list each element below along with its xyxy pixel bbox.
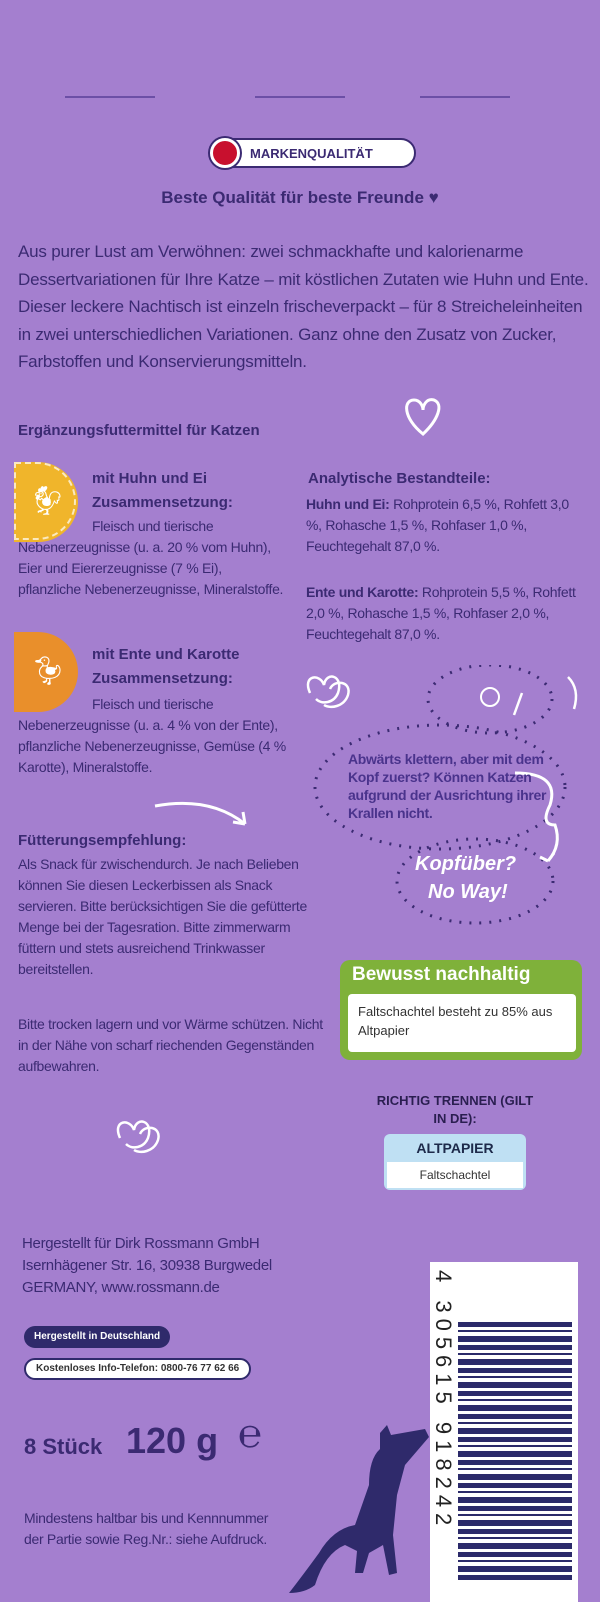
hearts-doodle-icon <box>110 1110 180 1160</box>
barcode-bars <box>458 1322 572 1582</box>
fold-line <box>65 96 155 98</box>
sustainability-title: Bewusst nachhaltig <box>352 964 531 985</box>
analytics-title: Analytische Bestandteile: <box>308 470 491 487</box>
slogan: No Way! <box>428 881 508 903</box>
fold-line <box>255 96 345 98</box>
analytics-item <box>306 582 586 645</box>
rossmann-logo-icon <box>210 138 240 168</box>
recycle-title: RICHTIG TRENNEN (GILT IN DE): <box>376 1093 534 1126</box>
estimated-sign: ℮ <box>238 1412 263 1456</box>
recycle-bin-label <box>384 1134 526 1190</box>
bin-item: Faltschachtel <box>387 1162 523 1188</box>
cat-silhouette-icon <box>285 1425 435 1600</box>
analytics-variant: Ente und Karotte: <box>306 584 419 600</box>
variant-composition: Fleisch und tierische Nebenerzeugnisse (u. a. 20 % vom Huhn), Eier und Eiererzeugnisse (7 % Ei), pflanzliche Nebenerzeugnisse, Mineralstoffe. <box>18 518 284 597</box>
feeding-title: Fütterungsempfehlung: <box>18 832 187 849</box>
fold-line <box>420 96 510 98</box>
feeding-text: Als Snack für zwischendurch. Je nach Belieben können Sie diesen Leckerbissen als Snack servieren. Bitte berücksichtigen Sie die gefütterte Menge bei der Tagesration. Bitte zimmerwarm füttern und stets ausreichend Trinkwasser bereitstellen. <box>18 856 307 977</box>
bin-name: ALTPAPIER <box>416 1140 494 1156</box>
arrow-doodle-icon <box>150 796 260 830</box>
sustainability-text: Faltschachtel besteht zu 85% aus Altpapier <box>348 994 576 1052</box>
variant-name: mit Huhn und Ei <box>92 470 207 487</box>
analytics-variant: Huhn und Ei: <box>306 496 390 512</box>
made-in-germany-badge: Hergestellt in Deutschland <box>24 1326 170 1348</box>
brand-quality-badge <box>210 138 416 168</box>
variant-name: mit Ente und Karotte <box>92 646 240 663</box>
chicken-icon: 🐓︎ <box>30 485 66 516</box>
best-before-text: Mindestens haltbar bis und Kennnummer der Partie sowie Reg.Nr.: siehe Aufdruck. <box>24 1510 269 1547</box>
lightbulb-icon <box>481 688 499 706</box>
piece-count: 8 Stück <box>24 1434 103 1459</box>
badge-text: MARKENQUALITÄT <box>250 145 373 161</box>
info-phone: Kostenloses Info-Telefon: 0800-76 77 62 66 <box>24 1358 251 1380</box>
net-weight: 120 g <box>126 1420 219 1461</box>
analytics-values: Rohprotein 5,5 %, Rohfett 2,0 %, Rohasche 1,5 %, Rohfaser 2,0 %, Feuchtegehalt 87,0 %. <box>306 584 576 642</box>
variant-composition: Fleisch und tierische Nebenerzeugnisse (u. a. 4 % von der Ente), pflanzliche Nebenerzeugnisse, Gemüse (4 % Karotte), Mineralstoffe. <box>18 696 286 775</box>
fun-fact-text: Abwärts klettern, aber mit dem Kopf zuerst? Können Katzen aufgrund der Ausrichtung ihrer Krallen nicht. <box>348 751 547 821</box>
tagline: Beste Qualität für beste Freunde ♥ <box>161 188 439 207</box>
barcode-number: 4 305615 918242 <box>431 1270 456 1532</box>
analytics-item <box>306 494 586 557</box>
duck-icon: 🦆︎ <box>30 655 66 686</box>
heart-doodle-icon <box>398 390 448 440</box>
variant-label: Zusammensetzung: <box>92 494 233 511</box>
intro-text: Aus purer Lust am Verwöhnen: zwei schmackhafte und kalorienarme Dessertvariationen für Ihre Katze – mit köstlichen Zutaten wie Huhn und Ente. Dieser leckere Nachtisch ist einzeln frischeverpackt – für 8 Streicheleinheiten in zwei unterschiedlichen Variationen. Ganz ohne den Zusatz von Zucker, Farbstoffen und Konservierungsmitteln. <box>18 242 589 371</box>
address-line: Hergestellt für Dirk Rossmann GmbH <box>22 1235 260 1252</box>
address-line: GERMANY, www.rossmann.de <box>22 1279 220 1296</box>
storage-text: Bitte trocken lagern und vor Wärme schützen. Nicht in der Nähe von scharf riechenden Gegenständen aufbewahren. <box>18 1016 323 1074</box>
manufacturer-address <box>22 1233 272 1299</box>
analytics-values: Rohprotein 6,5 %, Rohfett 3,0 %, Rohasche 1,5 %, Rohfaser 1,0 %, Feuchtegehalt 87,0 %. <box>306 496 569 554</box>
barcode <box>430 1262 578 1602</box>
variant-label: Zusammensetzung: <box>92 670 233 687</box>
address-line: Isernhägener Str. 16, 30938 Burgwedel <box>22 1257 272 1274</box>
section-title: Ergänzungsfuttermittel für Katzen <box>18 422 260 439</box>
sustainability-box <box>340 960 582 1060</box>
slogan: Kopfüber? <box>415 853 517 875</box>
